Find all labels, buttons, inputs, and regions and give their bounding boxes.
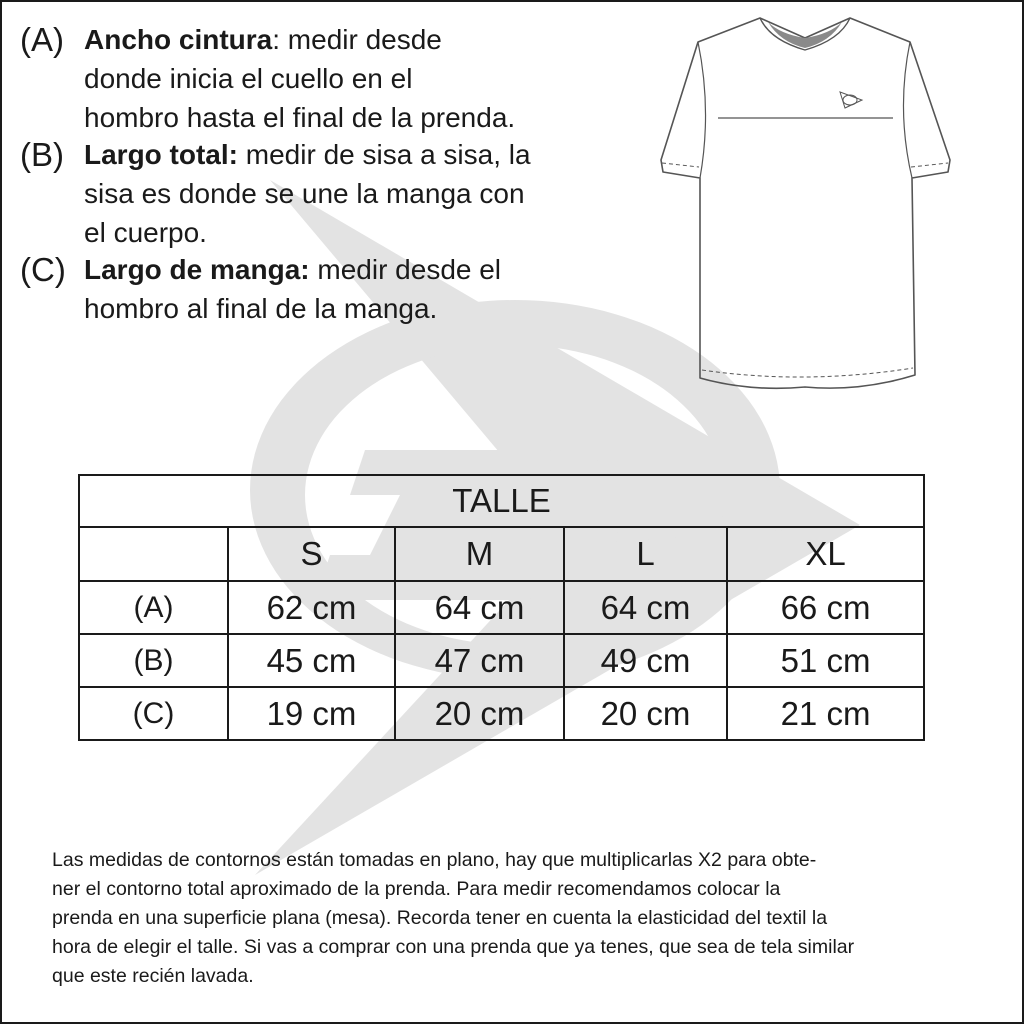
measurement-cell: 64 cm xyxy=(395,581,564,634)
note-line: ner el contorno total aproximado de la prenda. Para medir recomendamos colocar la xyxy=(52,878,781,900)
measurement-cell: 51 cm xyxy=(727,634,924,687)
definition-separator: : xyxy=(272,24,288,55)
definition-letter: (B) xyxy=(20,136,64,173)
size-table-title: TALLE xyxy=(79,475,924,527)
definition-line: hombro al final de la manga. xyxy=(84,293,438,324)
size-header-cell: L xyxy=(564,527,727,581)
size-header-cell: S xyxy=(228,527,395,581)
measurement-cell: 66 cm xyxy=(727,581,924,634)
measurement-definitions xyxy=(20,20,620,328)
definition-letter: (A) xyxy=(20,21,64,58)
row-label: (B) xyxy=(79,634,228,687)
measurement-cell: 47 cm xyxy=(395,634,564,687)
size-header-cell: XL xyxy=(727,527,924,581)
measurement-cell: 20 cm xyxy=(564,687,727,740)
definition-line: medir de sisa a sisa, la xyxy=(245,139,531,170)
definition-line: medir desde el xyxy=(317,254,502,285)
shirt-hem-stitch xyxy=(702,368,913,377)
definition-line: medir desde xyxy=(287,24,442,55)
measurement-cell: 64 cm xyxy=(564,581,727,634)
shirt-outline xyxy=(661,18,950,388)
table-row xyxy=(79,687,924,740)
empty-corner-cell xyxy=(79,527,228,581)
chest-logo-icon xyxy=(840,92,862,108)
measurement-cell: 45 cm xyxy=(228,634,395,687)
shirt-armhole-left xyxy=(698,42,706,178)
measurement-cell: 20 cm xyxy=(395,687,564,740)
v-neck-tshirt-drawing xyxy=(655,10,955,395)
size-table-title-row xyxy=(79,475,924,527)
row-label: (C) xyxy=(79,687,228,740)
row-label: (A) xyxy=(79,581,228,634)
note-line: que este recién lavada. xyxy=(52,965,254,987)
size-header-cell: M xyxy=(395,527,564,581)
definition-line: donde inicia el cuello en el xyxy=(84,63,413,94)
table-row xyxy=(79,634,924,687)
size-table xyxy=(78,474,925,741)
measurement-cell: 21 cm xyxy=(727,687,924,740)
shirt-armhole-right xyxy=(903,42,912,178)
definition-separator xyxy=(238,139,246,170)
definition-a xyxy=(20,20,620,137)
shirt-sleeve-stitch-right xyxy=(911,163,948,167)
note-line: prenda en una superficie plana (mesa). Recorda tener en cuenta la elasticidad del textil la xyxy=(52,907,828,929)
definition-term: Largo de manga: xyxy=(84,254,310,285)
measurement-cell: 49 cm xyxy=(564,634,727,687)
shirt-sleeve-stitch-left xyxy=(662,163,699,167)
definition-letter: (C) xyxy=(20,251,66,288)
definition-line: sisa es donde se une la manga con xyxy=(84,178,525,209)
definition-c xyxy=(20,250,620,328)
definition-line: el cuerpo. xyxy=(84,217,207,248)
measurement-cell: 62 cm xyxy=(228,581,395,634)
table-row xyxy=(79,581,924,634)
note-line: hora de elegir el talle. Si vas a comprar con una prenda que ya tenes, que sea de tela similar xyxy=(52,936,855,958)
measurement-cell: 19 cm xyxy=(228,687,395,740)
definition-term: Largo total: xyxy=(84,139,238,170)
note-line: Las medidas de contornos están tomadas en plano, hay que multiplicarlas X2 para obte- xyxy=(52,849,817,871)
size-header-row xyxy=(79,527,924,581)
definition-term: Ancho cintura xyxy=(84,24,273,55)
definition-b xyxy=(20,135,620,252)
definition-line: hombro hasta el final de la prenda. xyxy=(84,102,516,133)
measurement-note xyxy=(52,846,972,991)
